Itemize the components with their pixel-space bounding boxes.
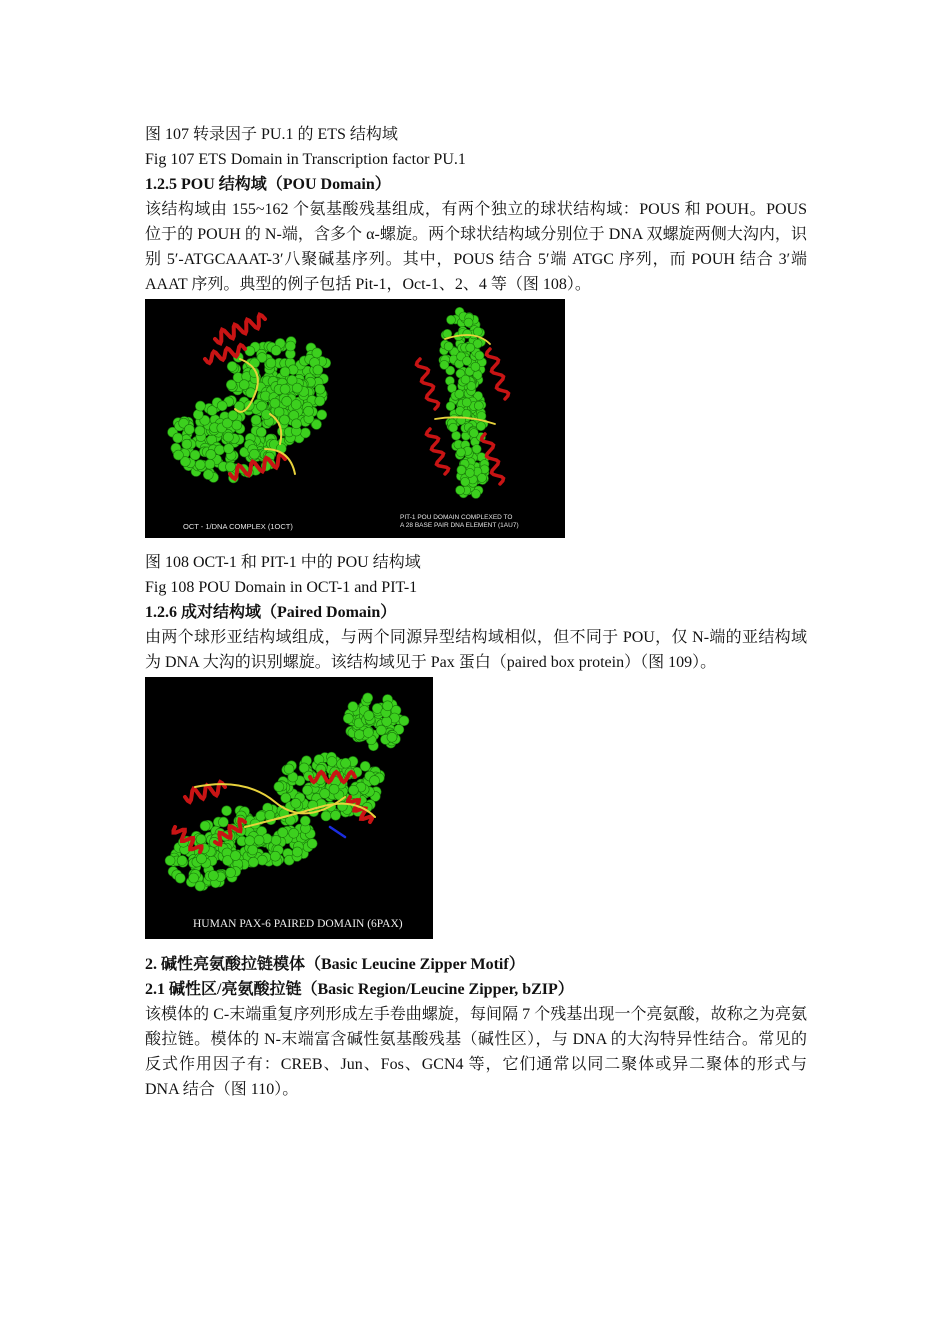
oct1-model bbox=[168, 315, 331, 483]
dna-sphere bbox=[291, 419, 301, 429]
dna-sphere bbox=[289, 828, 299, 838]
dna-sphere bbox=[270, 851, 280, 861]
fig107-caption-cn: 图 107 转录因子 PU.1 的 ETS 结构域 bbox=[145, 126, 398, 143]
dna-sphere bbox=[245, 346, 255, 356]
dna-sphere bbox=[226, 462, 236, 472]
dna-sphere bbox=[387, 732, 397, 742]
dna-sphere bbox=[256, 811, 266, 821]
dna-sphere bbox=[226, 868, 236, 878]
dna-sphere bbox=[399, 716, 409, 726]
highlight-strand bbox=[330, 827, 345, 837]
dna-sphere bbox=[280, 367, 290, 377]
dna-sphere bbox=[469, 429, 478, 438]
dna-sphere bbox=[383, 701, 393, 711]
dna-sphere bbox=[446, 402, 455, 411]
dna-sphere bbox=[200, 821, 210, 831]
dna-sphere bbox=[292, 847, 302, 857]
dna-sphere bbox=[175, 873, 185, 883]
section-subheading-bzip: 2.1 碱性区/亮氨酸拉链（Basic Region/Leucine Zipper, bZIP） bbox=[145, 981, 574, 998]
dna-sphere bbox=[173, 450, 183, 460]
dna-sphere bbox=[461, 375, 470, 384]
dna-sphere bbox=[457, 466, 466, 475]
dna-sphere bbox=[280, 384, 290, 394]
dna-sphere bbox=[245, 836, 255, 846]
dna-sphere bbox=[226, 380, 236, 390]
dna-sphere bbox=[195, 460, 205, 470]
figure-109-image bbox=[145, 677, 433, 939]
protein-helix bbox=[427, 429, 449, 474]
protein-helix bbox=[215, 315, 265, 344]
section-body-paired: 由两个球形亚结构域组成，与两个同源异型结构域相似，但不同于 POU，仅 N-端的亚结构域为 DNA 大沟的识别螺旋。该结构域见于 Pax 蛋白（paired box protein）（图 109）。 bbox=[145, 629, 807, 671]
dna-sphere bbox=[218, 817, 228, 827]
dna-sphere bbox=[465, 468, 474, 477]
dna-sphere bbox=[203, 470, 213, 480]
dna-sphere bbox=[471, 490, 480, 499]
dna-sphere bbox=[232, 420, 242, 430]
dna-sphere bbox=[231, 851, 241, 861]
dna-sphere bbox=[196, 834, 206, 844]
dna-sphere bbox=[363, 693, 373, 703]
dna-sphere bbox=[474, 401, 483, 410]
dna-sphere bbox=[215, 445, 225, 455]
dna-sphere bbox=[300, 428, 310, 438]
dna-sphere bbox=[271, 346, 281, 356]
dna-sphere bbox=[291, 400, 301, 410]
dna-sphere bbox=[370, 776, 380, 786]
dna-sphere bbox=[208, 871, 218, 881]
dna-sphere bbox=[224, 444, 234, 454]
dna-sphere bbox=[477, 422, 486, 431]
dna-sphere bbox=[195, 881, 205, 891]
dna-sphere bbox=[249, 449, 259, 459]
protein-helix bbox=[417, 359, 439, 409]
figure-108-label-right-2: A 28 BASE PAIR DNA ELEMENT (1AU7) bbox=[400, 522, 519, 529]
dna-sphere bbox=[440, 360, 449, 369]
dna-sphere bbox=[466, 343, 475, 352]
dna-sphere bbox=[444, 342, 453, 351]
figure-108-label-right-1: PIT-1 POU DOMAIN COMPLEXED TO bbox=[400, 514, 513, 521]
dna-sphere bbox=[291, 798, 301, 808]
dna-sphere bbox=[478, 474, 487, 483]
dna-sphere bbox=[256, 427, 266, 437]
figure-109-label: HUMAN PAX-6 PAIRED DOMAIN (6PAX) bbox=[193, 918, 403, 930]
dna-sphere bbox=[197, 854, 207, 864]
dna-sphere bbox=[463, 357, 472, 366]
dna-sphere bbox=[329, 784, 339, 794]
dna-sphere bbox=[348, 785, 358, 795]
dna-sphere bbox=[228, 410, 238, 420]
dna-sphere bbox=[452, 431, 461, 440]
dna-sphere bbox=[363, 728, 373, 738]
dna-sphere bbox=[354, 730, 364, 740]
dna-sphere bbox=[341, 758, 351, 768]
dna-sphere bbox=[257, 855, 267, 865]
dna-sphere bbox=[195, 401, 205, 411]
fig107-caption-en: Fig 107 ETS Domain in Transcription factor PU.1 bbox=[145, 151, 466, 168]
dna-sphere bbox=[292, 383, 302, 393]
dna-sphere bbox=[302, 785, 312, 795]
section-body-pou: 该结构域由 155~162 个氨基酸残基组成，有两个独立的球状结构域：POUS 和 POUH。POUS 位于的 POUH 的 N-端，含多个 α-螺旋。两个球状结构域分别位于 DNA 双螺旋两侧大沟内，识别 5′-ATGCAAAT-3′八聚碱基序列。其中，POUS 结合 5′端 ATGC 序列，而 POUH 结合 3′端 AAAT 序列。典型的例子包括 Pit-1，Oct-1、2、4 等（图 108）。 bbox=[145, 201, 807, 293]
dna-sphere bbox=[280, 415, 290, 425]
dna-sphere bbox=[343, 713, 353, 723]
dna-sphere bbox=[376, 725, 386, 735]
dna-sphere bbox=[282, 396, 292, 406]
dna-sphere bbox=[364, 711, 374, 721]
dna-sphere bbox=[461, 477, 470, 486]
section-heading-pou: 1.2.5 POU 结构域（POU Domain） bbox=[145, 176, 391, 193]
dna-sphere bbox=[327, 757, 337, 767]
dna-sphere bbox=[382, 716, 392, 726]
dna-sphere bbox=[248, 845, 258, 855]
protein-helix bbox=[487, 349, 509, 399]
dna-sphere bbox=[447, 315, 456, 324]
dna-sphere bbox=[321, 811, 331, 821]
fig108-caption-cn: 图 108 OCT-1 和 PIT-1 中的 POU 结构域 bbox=[145, 554, 421, 571]
dna-sphere bbox=[348, 702, 358, 712]
dna-sphere bbox=[223, 432, 233, 442]
figure-108-label-left: OCT - 1/DNA COMPLEX (1OCT) bbox=[183, 522, 293, 531]
section-body-bzip: 该模体的 C-末端重复序列形成左手卷曲螺旋，每间隔 7 个残基出现一个亮氨酸，故称之为亮氨酸拉链。模体的 N-末端富含碱性氨基酸残基（碱性区），与 DNA 的大沟特异性结合。常见的反式作用因子有：CREB、Jun、Fos、GCN4 等，它们通常以同二聚体或异二聚体的形式与 DNA 结合（图 110）。 bbox=[145, 1006, 807, 1098]
dna-sphere bbox=[251, 415, 261, 425]
pax6-model bbox=[165, 693, 409, 891]
dna-sphere bbox=[462, 398, 471, 407]
dna-sphere bbox=[320, 789, 330, 799]
dna-sphere bbox=[472, 445, 481, 454]
dna-sphere bbox=[222, 806, 232, 816]
dna-sphere bbox=[315, 384, 325, 394]
dna-sphere bbox=[190, 450, 200, 460]
dna-sphere bbox=[254, 835, 264, 845]
dna-sphere bbox=[182, 439, 192, 449]
dna-sphere bbox=[248, 857, 258, 867]
dna-sphere bbox=[239, 380, 249, 390]
pit1-model bbox=[417, 307, 509, 498]
dna-sphere bbox=[205, 459, 215, 469]
dna-sphere bbox=[184, 424, 194, 434]
dna-sphere bbox=[189, 873, 199, 883]
dna-sphere bbox=[313, 365, 323, 375]
dna-sphere bbox=[217, 401, 227, 411]
dna-sphere bbox=[360, 761, 370, 771]
dna-sphere bbox=[307, 839, 317, 849]
dna-sphere bbox=[473, 327, 482, 336]
dna-sphere bbox=[331, 810, 341, 820]
dna-sphere bbox=[471, 362, 480, 371]
dna-sphere bbox=[456, 486, 465, 495]
section-heading-bzip: 2. 碱性亮氨酸拉链模体（Basic Leucine Zipper Motif） bbox=[145, 956, 525, 973]
dna-sphere bbox=[206, 449, 216, 459]
dna-sphere bbox=[173, 433, 183, 443]
section-heading-paired: 1.2.6 成对结构域（Paired Domain） bbox=[145, 604, 397, 621]
dna-sphere bbox=[266, 358, 276, 368]
fig108-caption-en: Fig 108 POU Domain in OCT-1 and PIT-1 bbox=[145, 579, 418, 596]
dna-sphere bbox=[286, 341, 296, 351]
figure-108-image bbox=[145, 299, 565, 538]
dna-sphere bbox=[312, 348, 322, 358]
dna-sphere bbox=[456, 448, 465, 457]
dna-sphere bbox=[304, 406, 314, 416]
dna-sphere bbox=[195, 426, 205, 436]
dna-sphere bbox=[300, 816, 310, 826]
dna-sphere bbox=[274, 782, 284, 792]
dna-sphere bbox=[177, 856, 187, 866]
dna-sphere bbox=[449, 423, 458, 432]
dna-sphere bbox=[284, 764, 294, 774]
document-page bbox=[145, 122, 807, 1102]
dna-sphere bbox=[463, 329, 472, 338]
dna-sphere bbox=[464, 318, 473, 327]
dna-sphere bbox=[270, 398, 280, 408]
dna-sphere bbox=[475, 351, 484, 360]
dna-sphere bbox=[165, 856, 175, 866]
dna-sphere bbox=[315, 396, 325, 406]
dna-sphere bbox=[271, 835, 281, 845]
dna-sphere bbox=[278, 827, 288, 837]
dna-sphere bbox=[455, 390, 464, 399]
dna-sphere bbox=[227, 361, 237, 371]
dna-sphere bbox=[317, 410, 327, 420]
